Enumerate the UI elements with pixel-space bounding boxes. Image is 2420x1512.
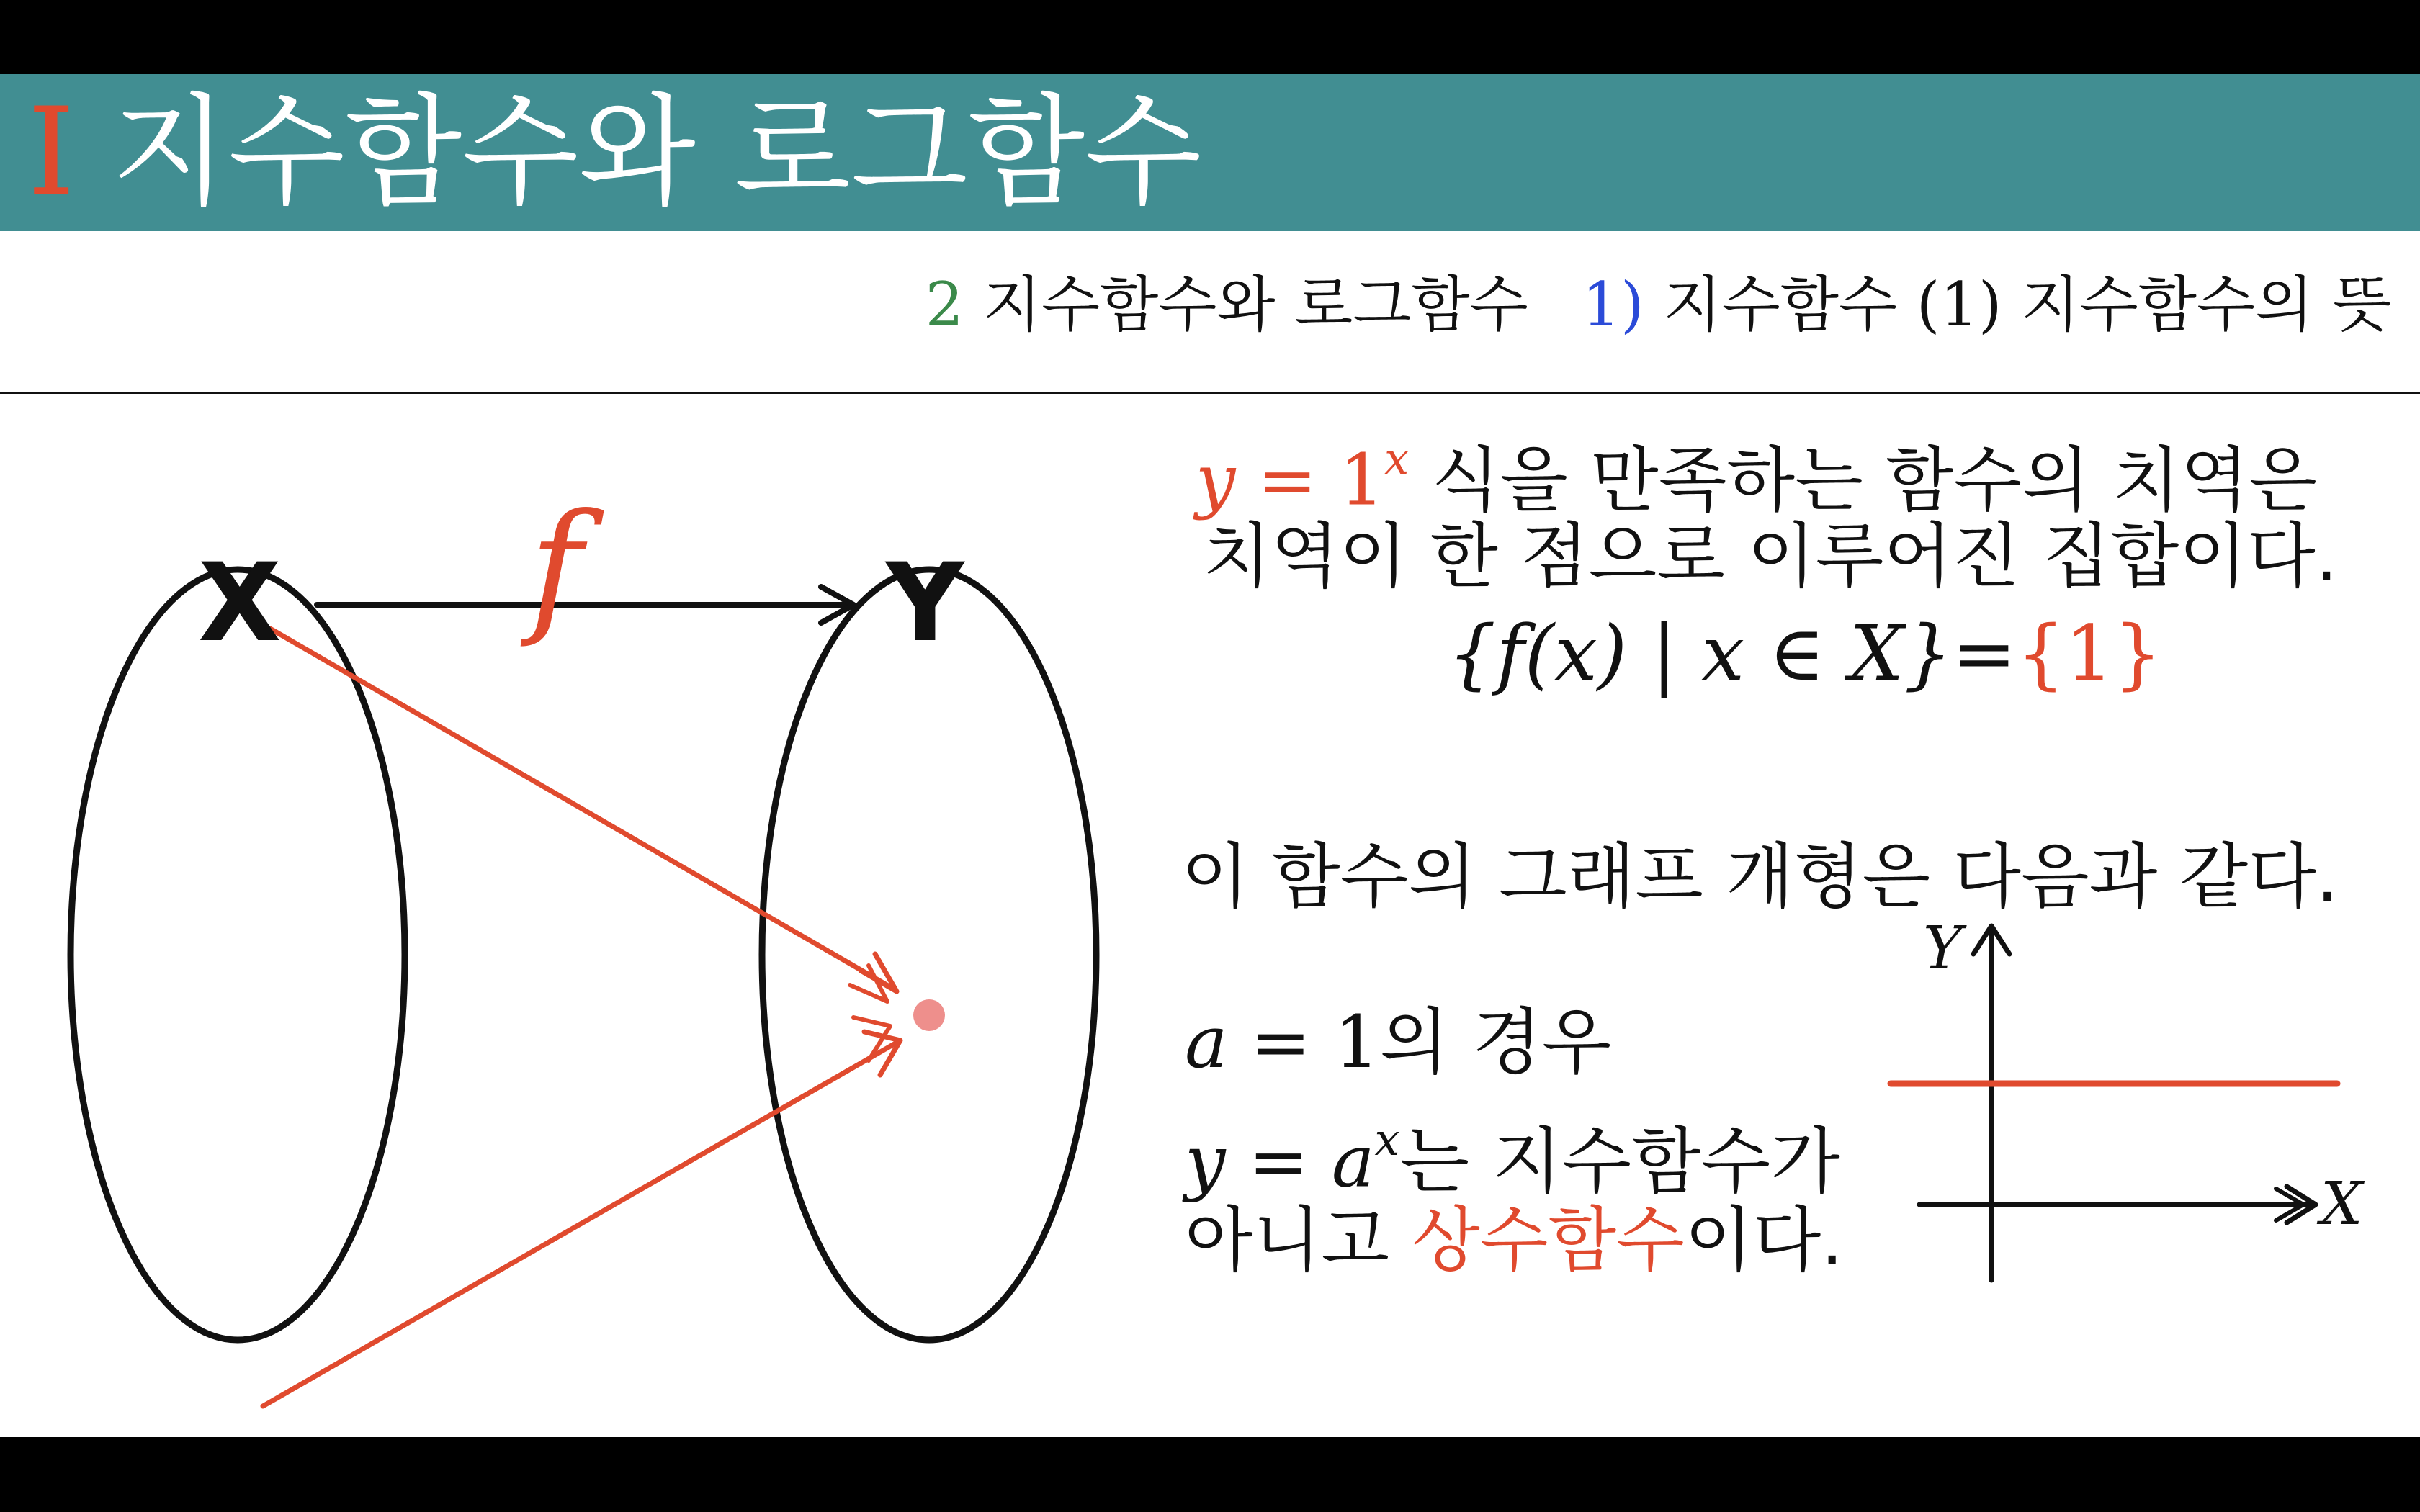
case-equals-one: = 1 [1227,1000,1380,1084]
title-text: 지수함수와 로그함수 [111,81,1202,222]
equation-exponent: x [1384,434,1410,485]
case-base: a [1331,1119,1375,1204]
mapping-arrow-top [270,629,893,989]
graph-y-label: Y [1923,914,1963,983]
case-line-3-pre: 아니고 [1185,1200,1412,1282]
range-set-equation [1448,607,2162,701]
domain-label: X [198,541,282,666]
case-line-2 [1185,1093,1840,1208]
breadcrumb-subsection-number: (1) [1916,269,2002,340]
breadcrumb-subsection: 지수함수의 뜻 [2021,269,2391,340]
range-set-rhs: {1} [2016,609,2162,698]
breadcrumb-chapter-number: 2 [925,269,964,340]
range-set-lhs: {f(x) | x ∈ X}= [1448,609,2017,698]
graph-intro: 이 함수의 그래프 개형은 다음과 같다. [1181,836,2339,918]
breadcrumb-chapter: 지수함수와 로그함수 [982,269,1528,340]
breadcrumb-section: 지수함수 [1663,269,1898,340]
statement-line-2: 치역이 한 점으로 이루어진 집합이다. [1203,516,2338,598]
case-line-1 [1185,996,1611,1089]
case-line-2-text: 는 지수함수가 [1399,1119,1840,1204]
chapter-numeral: I [27,81,76,222]
case-equals: = [1225,1119,1332,1204]
domain-ellipse [71,570,405,1340]
codomain-label: Y [886,541,964,666]
constant-function-term: 상수함수 [1412,1200,1685,1282]
image-point [913,999,945,1031]
case-y: y [1185,1119,1226,1204]
equation-equals-one: = 1 [1235,439,1385,522]
equation-y: y [1196,439,1236,522]
statement-line-1-text: 식을 만족하는 함수의 치역은 [1409,439,2318,522]
case-exponent: x [1374,1113,1400,1166]
case-variable: a [1185,1000,1228,1084]
case-line-3-post: 이다. [1684,1200,1844,1282]
case-line-3 [1185,1194,1843,1287]
case-line-1-text: 의 경우 [1379,1000,1612,1084]
slide [0,74,2420,1437]
function-label: f [529,483,583,651]
breadcrumb-section-number: 1) [1582,269,1644,340]
codomain-ellipse [762,570,1096,1340]
graph-x-label: X [2321,1170,2363,1238]
